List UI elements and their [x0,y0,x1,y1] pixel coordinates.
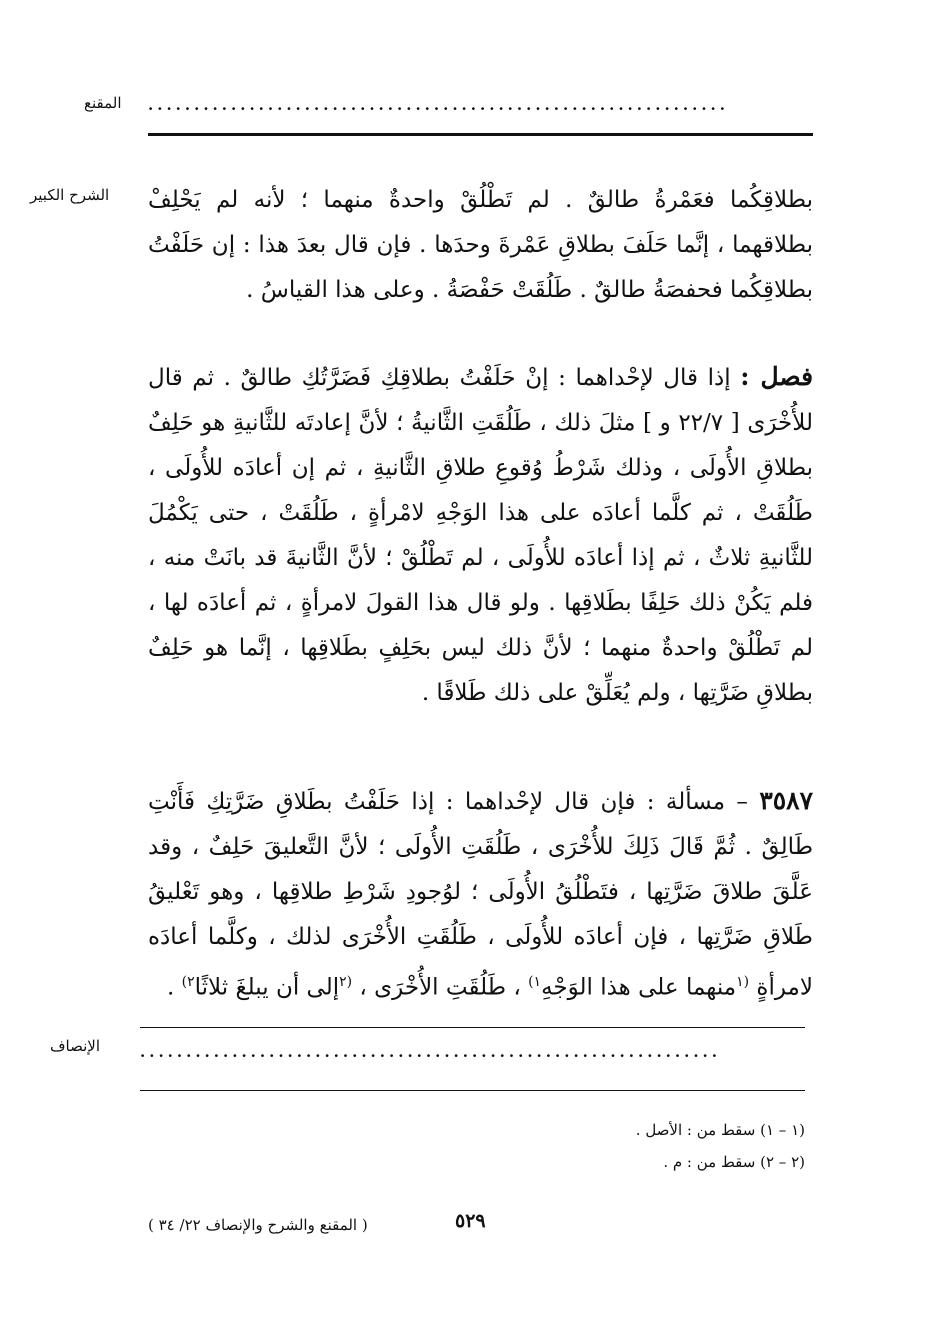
top-dot-leader: ............................................................... [148,100,729,114]
sharh-side-label: الشرح الكبير [30,186,110,204]
masala-fn2-text: إلى أن يبلغَ ثلاثًا [194,974,340,1001]
footnote-1: (١ – ١) سقط من : الأصل . [635,1121,805,1139]
fasl-paragraph-body [148,354,813,716]
footnote-2: (٢ – ٢) سقط من : م . [663,1153,805,1171]
sharh-paragraph-1-text: بطلاقِكُما فعَمْرةُ طالقٌ . لم تَطْلُقْ واحدةٌ منهما ؛ لأنه لم يَحْلِفْ بطلاقهما ، إنَّما حَلَفَ بطلاقِ عَمْرةَ وحدَها . فإن قال بعدَ هذا : إن حَلَفْتُ بطلاقِكُما فحفصَةُ طالقٌ . طَلُقَتْ حَفْصَةُ . وعلى هذا القياسُ . [148,187,813,303]
insaf-rule-top [140,1027,805,1028]
masala-heading: – مسألة : [646,789,748,815]
masala-number: ٣٥٨٧ [759,786,814,815]
volume-reference: ( المقنع والشرح والإنصاف ٢٢/ ٣٤ ) [148,1216,368,1234]
insaf-rule-bottom [140,1090,805,1091]
top-rule [148,133,813,136]
fasl-heading: فصل : [740,362,814,391]
footnote-marker-2-open: (٢ [339,974,353,990]
fasl-text: إذا قال لإحْداهما : إنْ حَلَفْتُ بطلاقِكِ فَضَرَّتُكِ طالقٌ . ثم قال للأُخْرَى [ ٢٢/٧ و ] مثلَ ذلك ، طَلُقَتِ الثَّانيةُ ؛ لأنَّ إعادتَه للثَّانيةِ هو حَلِفٌ بطلاقِ الأُولَى ، وذلك شَرْطُ وُقوعِ طلاقِ الثَّانيةِ ، ثم إن أعادَه للأُولَى ، طَلُقَتْ ، ثم كلَّما أعادَه على هذا الوَجْهِ لامْرأةٍ ، طَلُقَتْ ، حتى يَكْمُلَ للثَّانيةِ ثلاثٌ ، ثم إذا أعادَه للأُولَى ، لم تَطْلُقْ ؛ لأنَّ الثَّانيةَ قد بانَتْ منه ، فلم يَكُنْ ذلك حَلِفًا بطَلاقِها . ولو قال هذا القولَ لامرأةٍ ، ثم أعادَه لها ، لم تَطْلُقْ واحدةٌ منهما ؛ لأنَّ ذلك ليس بحَلِفٍ بطَلاقِها ، إنَّما هو حَلِفٌ بطلاقِ ضَرَّتِها ، ولم يُعَلِّقْ على ذلك طَلاقًا . [148,365,813,706]
insaf-dot-leader: ............................................................... [140,1047,721,1061]
masala-text: فإن قال لإحْداهما : إذا حَلَفْتُ بطَلاقِ ضَرَّتِكِ فَأَنْتِ طَالِقٌ . ثُمَّ قَالَ ذَلِكَ للأُخْرَى ، طَلُقَتِ الأُولَى ؛ لأنَّ التَّعليقَ حَلِفٌ ، وقد عَلَّقَ طلاقَ ضَرَّتِها ، فتَطْلُقُ الأُولَى ؛ لوُجودِ شَرْطِ طلاقِها ، وهو تَعْليقُ طَلاقِ ضَرَّتِها ، فإن أعادَه للأُولَى ، طَلُقَتِ الأُخْرَى لذلك ، وكلَّما أعادَه لامرأةٍ [148,789,813,1001]
page-number: ٥٢٩ [455,1210,486,1232]
masala-paragraph-body [148,778,813,1011]
insaf-side-label: الإنصاف [50,1037,101,1055]
sharh-paragraph-1 [148,178,813,313]
footnote-marker-1-close: ١) [528,974,542,990]
masala-paragraph [148,778,813,1011]
top-label: المقنع [84,94,122,112]
footnote-marker-2-close: ٢) [181,974,195,990]
footnote-marker-1-open: (١ [736,974,750,990]
masala-after-fn1: ، طَلُقَتِ الأُخْرَى ، [359,974,521,1001]
masala-fn1-text: منهما على هذا الوَجْهِ [541,974,737,1001]
fasl-paragraph [148,354,813,716]
masala-end: . [166,974,175,1001]
